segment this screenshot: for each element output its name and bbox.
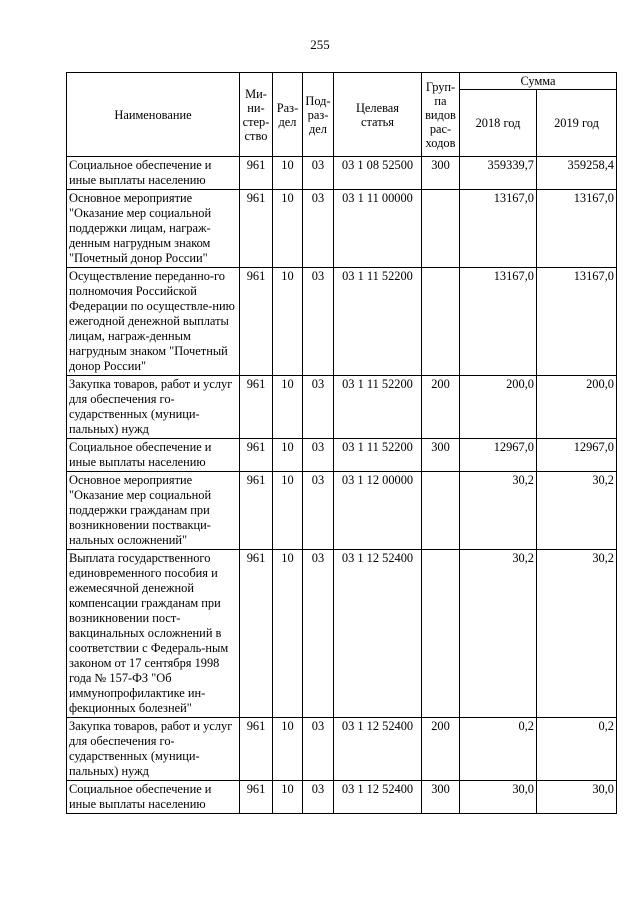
cell-subsection: 03 bbox=[303, 157, 334, 190]
cell-ministry: 961 bbox=[240, 268, 273, 376]
cell-subsection: 03 bbox=[303, 268, 334, 376]
cell-expense-group bbox=[422, 268, 460, 376]
cell-expense-group: 300 bbox=[422, 439, 460, 472]
cell-sum-2018: 13167,0 bbox=[460, 190, 537, 268]
cell-target: 03 1 12 52400 bbox=[334, 781, 422, 814]
cell-sum-2019: 30,0 bbox=[537, 781, 617, 814]
header-expense-group: Груп- па видов рас- ходов bbox=[422, 73, 460, 157]
table-row bbox=[67, 472, 617, 550]
cell-target: 03 1 11 52200 bbox=[334, 268, 422, 376]
cell-subsection: 03 bbox=[303, 550, 334, 718]
cell-sum-2018: 12967,0 bbox=[460, 439, 537, 472]
cell-expense-group: 300 bbox=[422, 157, 460, 190]
cell-ministry: 961 bbox=[240, 439, 273, 472]
table-row bbox=[67, 157, 617, 190]
cell-section: 10 bbox=[273, 268, 303, 376]
cell-sum-2018: 30,0 bbox=[460, 781, 537, 814]
header-year-2018: 2018 год bbox=[460, 90, 537, 157]
cell-sum-2019: 30,2 bbox=[537, 550, 617, 718]
cell-name: Основное мероприятие "Оказание мер социальной поддержки гражданам при возникновении поствакци-нальных осложнений" bbox=[67, 472, 240, 550]
cell-sum-2019: 359258,4 bbox=[537, 157, 617, 190]
header-section: Раз- дел bbox=[273, 73, 303, 157]
cell-expense-group: 300 bbox=[422, 781, 460, 814]
cell-ministry: 961 bbox=[240, 472, 273, 550]
cell-section: 10 bbox=[273, 472, 303, 550]
cell-target: 03 1 11 52200 bbox=[334, 439, 422, 472]
header-ministry: Ми- ни- стер- ство bbox=[240, 73, 273, 157]
cell-name: Основное мероприятие "Оказание мер социальной поддержки лицам, награж-денным нагрудным знаком "Почетный донор России" bbox=[67, 190, 240, 268]
cell-sum-2018: 359339,7 bbox=[460, 157, 537, 190]
cell-ministry: 961 bbox=[240, 718, 273, 781]
cell-sum-2019: 13167,0 bbox=[537, 268, 617, 376]
cell-subsection: 03 bbox=[303, 718, 334, 781]
header-sum: Сумма bbox=[460, 73, 617, 90]
table-row bbox=[67, 439, 617, 472]
cell-section: 10 bbox=[273, 157, 303, 190]
cell-ministry: 961 bbox=[240, 781, 273, 814]
cell-subsection: 03 bbox=[303, 472, 334, 550]
cell-target: 03 1 12 52400 bbox=[334, 550, 422, 718]
cell-name: Закупка товаров, работ и услуг для обеспечения го-сударственных (муници-пальных) нужд bbox=[67, 376, 240, 439]
cell-name: Социальное обеспечение и иные выплаты населению bbox=[67, 781, 240, 814]
header-year-2019: 2019 год bbox=[537, 90, 617, 157]
cell-sum-2018: 200,0 bbox=[460, 376, 537, 439]
cell-target: 03 1 12 00000 bbox=[334, 472, 422, 550]
page-number: 255 bbox=[310, 37, 330, 52]
cell-expense-group: 200 bbox=[422, 718, 460, 781]
table-body bbox=[67, 157, 617, 814]
cell-ministry: 961 bbox=[240, 376, 273, 439]
table-row bbox=[67, 550, 617, 718]
cell-name: Закупка товаров, работ и услуг для обеспечения го-сударственных (муници-пальных) нужд bbox=[67, 718, 240, 781]
cell-name: Социальное обеспечение и иные выплаты населению bbox=[67, 157, 240, 190]
cell-expense-group bbox=[422, 472, 460, 550]
cell-section: 10 bbox=[273, 439, 303, 472]
table-row bbox=[67, 376, 617, 439]
cell-name: Осуществление переданно-го полномочия Российской Федерации по осуществле-нию ежегодной денежной выплаты лицам, награж-денным нагрудным знаком "Почетный донор России" bbox=[67, 268, 240, 376]
cell-target: 03 1 11 52200 bbox=[334, 376, 422, 439]
cell-subsection: 03 bbox=[303, 439, 334, 472]
cell-subsection: 03 bbox=[303, 190, 334, 268]
cell-sum-2019: 200,0 bbox=[537, 376, 617, 439]
cell-sum-2019: 0,2 bbox=[537, 718, 617, 781]
budget-table bbox=[66, 72, 617, 814]
cell-sum-2019: 30,2 bbox=[537, 472, 617, 550]
cell-target: 03 1 11 00000 bbox=[334, 190, 422, 268]
header-subsection: Под- раз- дел bbox=[303, 73, 334, 157]
cell-section: 10 bbox=[273, 718, 303, 781]
table-row bbox=[67, 718, 617, 781]
cell-sum-2018: 30,2 bbox=[460, 472, 537, 550]
header-row bbox=[67, 73, 617, 90]
header-name: Наименование bbox=[67, 73, 240, 157]
table-row bbox=[67, 190, 617, 268]
cell-expense-group bbox=[422, 190, 460, 268]
cell-section: 10 bbox=[273, 190, 303, 268]
cell-name: Выплата государственного единовременного пособия и ежемесячной денежной компенсации гражданам при возникновении пост-вакцинальных осложнений в соответствии с Федераль-ным законом от 17 сентября 1998 года № 157-ФЗ "Об иммунопрофилактике ин-фекционных болезней" bbox=[67, 550, 240, 718]
cell-subsection: 03 bbox=[303, 376, 334, 439]
cell-section: 10 bbox=[273, 550, 303, 718]
cell-sum-2018: 13167,0 bbox=[460, 268, 537, 376]
cell-expense-group: 200 bbox=[422, 376, 460, 439]
cell-target: 03 1 12 52400 bbox=[334, 718, 422, 781]
cell-expense-group bbox=[422, 550, 460, 718]
table-row bbox=[67, 268, 617, 376]
cell-name: Социальное обеспечение и иные выплаты населению bbox=[67, 439, 240, 472]
cell-ministry: 961 bbox=[240, 157, 273, 190]
cell-sum-2018: 30,2 bbox=[460, 550, 537, 718]
cell-section: 10 bbox=[273, 781, 303, 814]
header-target: Целевая статья bbox=[334, 73, 422, 157]
cell-subsection: 03 bbox=[303, 781, 334, 814]
cell-sum-2019: 12967,0 bbox=[537, 439, 617, 472]
cell-ministry: 961 bbox=[240, 550, 273, 718]
table-row bbox=[67, 781, 617, 814]
cell-sum-2018: 0,2 bbox=[460, 718, 537, 781]
cell-sum-2019: 13167,0 bbox=[537, 190, 617, 268]
cell-section: 10 bbox=[273, 376, 303, 439]
cell-ministry: 961 bbox=[240, 190, 273, 268]
cell-target: 03 1 08 52500 bbox=[334, 157, 422, 190]
